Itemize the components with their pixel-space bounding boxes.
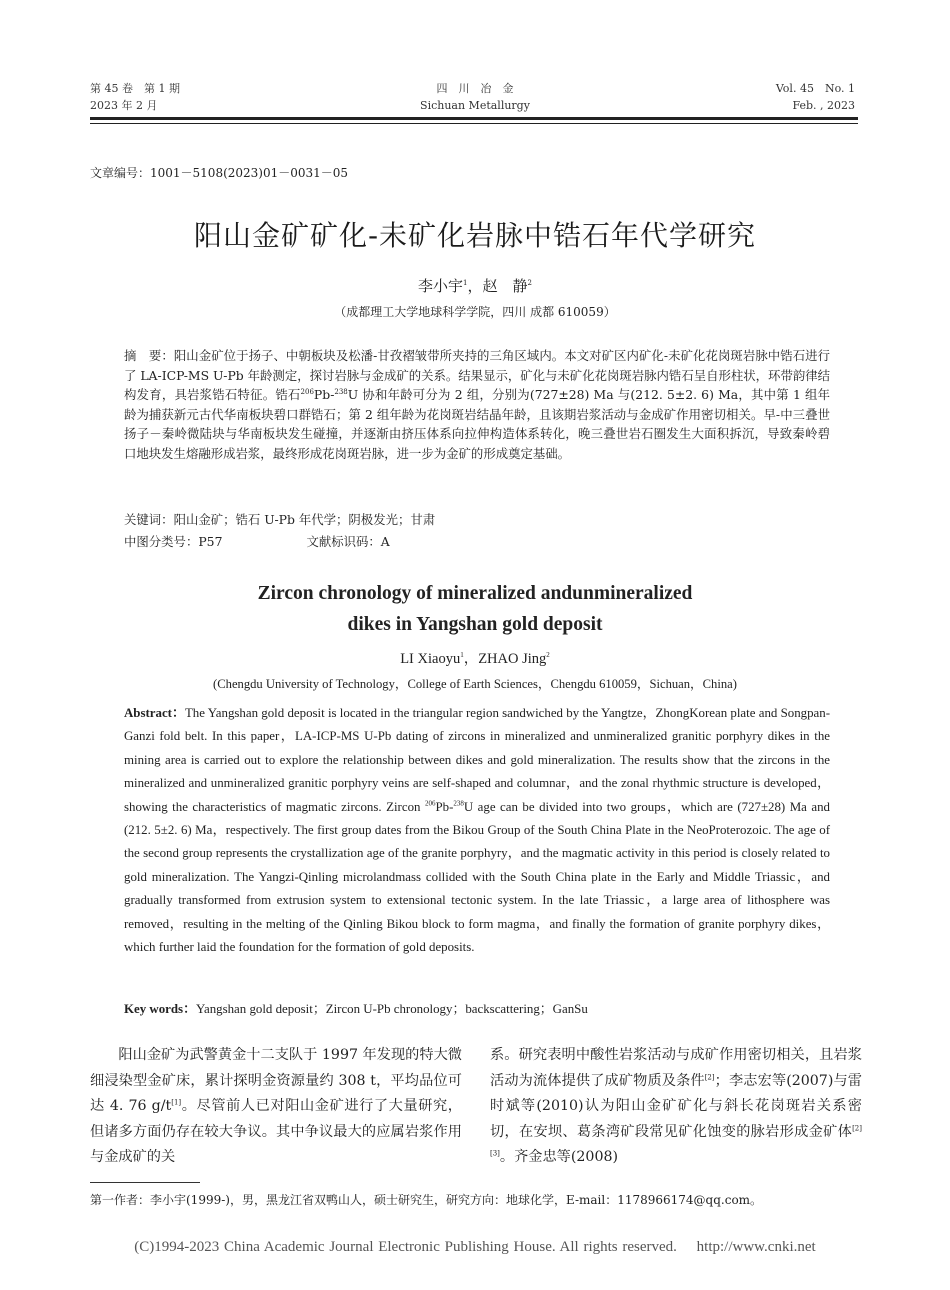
cn-author-1-mark: 1	[463, 279, 468, 287]
cn-author-2: 赵 静	[482, 277, 528, 295]
en-abstract-text-1: The Yangshan gold deposit is located in the triangular region sandwiched by the Yangtze，ZhongKorean plate and Songpan-Ganzi fold belt. In this paper，LA-ICP-MS U-Pb dating of zircons in mineralized and unmineralized granitic porphyry dikes in the mining area is carried out to explore the relationship between dikes and gold mineralization. The results show that the zircons in the mineralized and unmineralized granitic porphyry veins are self-shaped and columnar，and the zonal rhythmic structure is developed，showing the characteristics of magmatic zircons. Zircon	[124, 706, 831, 814]
cn-abstract-text-1: 阳山金矿位于扬子、中朝板块及松潘-甘孜褶皱带所夹持的三角区域内。本文对矿区内矿化-未矿化花岗斑岩脉中锆石进行了 LA-ICP-MS U-Pb 年龄测定，探讨岩脉与金成矿的关系。结果显示，矿化与未矿化花岗斑岩脉内锆石呈自形柱状，环带韵律结构发育，具岩浆锆石特征。锆石	[124, 348, 831, 403]
header-rule-thin	[90, 123, 858, 124]
journal-name-cn: 四 川 冶 金	[436, 82, 514, 95]
cn-isotope-238: 238	[334, 388, 348, 397]
cn-author-separator: ，	[467, 277, 483, 295]
en-title	[0, 578, 950, 640]
en-keywords-text: Yangshan gold deposit；Zircon U-Pb chronology；backscattering；GanSu	[195, 1002, 588, 1016]
cn-authors	[0, 275, 950, 296]
en-affiliation: (Chengdu University of Technology，College of Earth Sciences，Chengdu 610059，Sichuan，China)	[213, 677, 737, 691]
body-left-text-1: 阳山金矿为武警黄金十二支队于 1997 年发现的特大微细浸染型金矿床，累计探明金资源量约 308 t，平均品位可达 4. 76 g/t	[90, 1047, 462, 1115]
en-title-line-2: dikes in Yangshan gold deposit	[347, 614, 603, 635]
en-isotope-pb: Pb-	[435, 799, 454, 814]
doc-code-value: A	[380, 534, 390, 549]
en-abstract-text-2: U age can be divided into two groups，which are (727±28) Ma and (212. 5±2. 6) Ma，respectively. The first group dates from the Bikou Group of the South China Plate in the NeoProterozoic. The age of the second group represents the crystallization age of the granite porphyry，and the magmatic activity in this period is closely related to gold mineralization. The Yangzi-Qinling microlandmass collided with the South China plate in the Early and Middle Triassic，and gradually transformed from extrusion system to extensional tectonic system. In the late Triassic，a large area of lithosphere was removed，resulting in the melting of the Qinling Bikou block to form magma，and finally the formation of granite porphyry dikes，which further laid the foundation for the formation of gold deposits.	[124, 799, 830, 955]
cn-abstract-text-2: U 协和年龄可分为 2 组，分别为(727±28) Ma 与(212. 5±2. 6) Ma，其中第 1 组年龄为捕获新元古代华南板块碧口群锆石；第 2 组年龄为花岗斑岩结晶年龄，且该期岩浆活动与金成矿作用密切相关。早-中三叠世扬子－秦岭微陆块与华南板块发生碰撞，并逐渐由挤压体系向拉伸构造体系转化，晚三叠世岩石圈发生大面积拆沉，导致秦岭碧口地块发生熔融形成岩浆，最终形成花岗斑岩脉，进一步为金矿的形成奠定基础。	[124, 387, 831, 461]
publication-date-en: Feb. , 2023	[792, 99, 855, 112]
doc-code-label: 文献标识码：	[306, 534, 381, 549]
clc-label: 中图分类号：	[124, 534, 199, 549]
clc-value: P57	[198, 534, 223, 549]
cn-abstract	[124, 346, 830, 464]
body-column-left	[90, 1043, 462, 1171]
en-keywords-label: Key words：	[124, 1002, 196, 1016]
en-keywords	[124, 999, 830, 1019]
en-author-separator: ，	[463, 651, 479, 667]
header-left	[90, 80, 180, 114]
en-author-1-mark: 1	[460, 651, 464, 660]
en-author-1: LI Xiaoyu	[400, 651, 461, 667]
cn-title: 阳山金矿矿化-未矿化岩脉中锆石年代学研究	[193, 219, 757, 252]
en-author-2: ZHAO Jing	[478, 651, 547, 667]
body-left-text-2: 。尽管前人已对阳山金矿进行了大量研究，但诸多方面仍存在较大争议。其中争议最大的应属岩浆作用与金成矿的关	[90, 1098, 462, 1166]
en-abstract-label: Abstract：	[124, 706, 185, 720]
cn-keywords-text: 阳山金矿；锆石 U-Pb 年代学；阴极发光；甘肃	[173, 512, 436, 527]
body-column-right	[490, 1043, 862, 1171]
en-title-line-1: Zircon chronology of mineralized andunmineralized	[257, 583, 693, 604]
cn-keywords	[124, 510, 830, 530]
citation-2-3: [2][3]	[490, 1124, 862, 1158]
header-right	[776, 80, 855, 114]
publication-date: 2023 年 2 月	[90, 99, 158, 112]
citation-1: [1]	[171, 1098, 182, 1107]
article-number: 文章编号：1001－5108(2023)01－0031－05	[90, 166, 349, 180]
body-right-text-1: 系。研究表明中酸性岩浆活动与成矿作用密切相关，且岩浆活动为流体提供了成矿物质及条件	[490, 1047, 862, 1089]
cn-author-1: 李小宇	[418, 277, 464, 295]
en-author-2-mark: 2	[546, 651, 550, 660]
cn-author-2-mark: 2	[527, 279, 532, 287]
body-right-text-2: ；李志宏等(2007)与雷时斌等(2010)认为阳山金矿矿化与斜长花岗斑岩关系密切，在安坝、葛条湾矿段常见矿化蚀变的脉岩形成金矿体	[490, 1072, 862, 1140]
en-abstract	[124, 702, 830, 959]
cn-isotope-206: 206	[300, 388, 314, 397]
footnote-rule	[90, 1182, 200, 1183]
body-right-text-3: 。齐金忠等(2008)	[499, 1149, 619, 1166]
header-center	[350, 80, 600, 114]
en-isotope-206: 206	[424, 799, 436, 808]
en-authors	[0, 647, 950, 668]
cn-isotope-pb: Pb-	[313, 387, 335, 403]
volume-issue: 第 45 卷 第 1 期	[90, 82, 180, 95]
cn-classification	[124, 532, 830, 552]
cn-abstract-label: 摘 要：	[124, 348, 174, 363]
journal-name-en: Sichuan Metallurgy	[420, 99, 530, 112]
cn-keywords-label: 关键词：	[124, 512, 174, 527]
citation-2: [2]	[704, 1072, 715, 1081]
header-rule-thick	[90, 117, 858, 120]
author-footnote: 第一作者：李小宇(1999-)，男，黑龙江省双鸭山人，硕士研究生，研究方向：地球化学，E-mail：1178966174@qq.com。	[90, 1193, 763, 1207]
copyright-notice: (C)1994-2023 China Academic Journal Electronic Publishing House. All rights reserved. http://www.cnki.net	[134, 1239, 816, 1255]
cn-affiliation: （成都理工大学地球科学学院，四川 成都 610059）	[334, 305, 616, 319]
en-isotope-238: 238	[453, 799, 464, 808]
volume-issue-en: Vol. 45 No. 1	[775, 82, 855, 95]
